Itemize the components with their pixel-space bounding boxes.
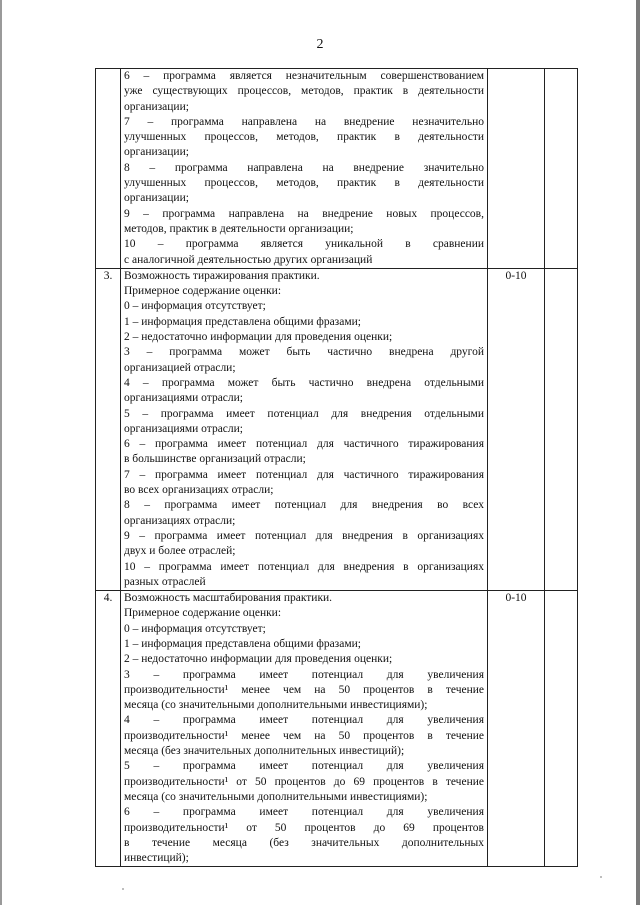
criterion-line: 9 – программа имеет потенциал для внедрения в организациях <box>124 529 484 542</box>
table-row <box>96 591 578 867</box>
criterion-line: организации; <box>124 146 189 159</box>
criterion-line: производительности¹ менее чем на 50 процентов в течение <box>124 729 484 742</box>
score-range-cell <box>488 69 545 269</box>
criterion-text-cell <box>121 69 488 269</box>
criterion-line: 2 – недостаточно информации для проведения оценки; <box>124 331 393 344</box>
page-number: 2 <box>316 37 324 52</box>
criterion-line: инвестиций); <box>124 852 189 865</box>
row-number-cell <box>96 69 121 269</box>
criterion-line: 1 – информация представлена общими фразами; <box>124 637 361 650</box>
criterion-text-cell <box>121 591 488 867</box>
criterion-line: с аналогичной деятельностью других организаций <box>124 253 373 266</box>
blank-cell <box>545 268 578 590</box>
criterion-line: месяца (без значительных дополнительных инвестиций); <box>124 745 405 758</box>
row-number-cell: 4. <box>96 591 121 867</box>
criterion-line: Возможность тиражирования практики. <box>124 269 320 282</box>
criterion-line: 7 – программа имеет потенциал для частичного тиражирования <box>124 468 484 481</box>
criterion-line: 4 – программа может быть частично внедрена отдельными <box>124 376 484 389</box>
scan-speck <box>600 876 602 878</box>
criterion-line: 2 – недостаточно информации для проведения оценки; <box>124 653 393 666</box>
criterion-line: 10 – программа имеет потенциал для внедрения в организациях <box>124 560 484 573</box>
blank-cell <box>545 69 578 269</box>
criterion-line: производительности¹ от 50 процентов до 69 процентов <box>124 821 484 834</box>
criteria-table <box>95 68 578 867</box>
criterion-text-cell <box>121 268 488 590</box>
criterion-line: 0 – информация отсутствует; <box>124 300 266 313</box>
criterion-line: улучшенных процессов, методов, практик в деятельности <box>124 177 484 190</box>
criterion-line: организациями отрасли; <box>124 392 243 405</box>
criterion-line: разных отраслей <box>124 575 206 588</box>
criterion-line: 8 – программа имеет потенциал для внедрения во всех <box>124 499 484 512</box>
criterion-line: организации; <box>124 100 189 113</box>
criterion-line: уже существующих процессов, методов, практик в деятельности <box>124 85 484 98</box>
scan-speck <box>122 888 124 890</box>
criterion-line: организации; <box>124 192 189 205</box>
criteria-table-body <box>96 69 578 867</box>
criterion-line: 0 – информация отсутствует; <box>124 622 266 635</box>
criterion-line: производительности¹ от 50 процентов до 69 процентов в течение <box>124 775 484 788</box>
criterion-line: 9 – программа направлена на внедрение новых процессов, <box>124 207 484 220</box>
criterion-line: в большинстве организаций отрасли; <box>124 453 306 466</box>
score-range-cell: 0-10 <box>488 591 545 867</box>
criterion-line: Возможность масштабирования практики. <box>124 592 333 605</box>
criterion-line: 4 – программа имеет потенциал для увеличения <box>124 714 484 727</box>
scan-edge-right <box>636 0 640 905</box>
table-row <box>96 69 578 269</box>
criterion-line: 10 – программа является уникальной в сравнении <box>124 238 484 251</box>
criterion-line: месяца (со значительными дополнительными инвестициями); <box>124 699 428 712</box>
criterion-line: 6 – программа имеет потенциал для частичного тиражирования <box>124 438 484 451</box>
criterion-line: 1 – информация представлена общими фразами; <box>124 315 361 328</box>
criterion-line: Примерное содержание оценки: <box>124 607 282 620</box>
blank-cell <box>545 591 578 867</box>
criterion-line: в течение месяца (без значительных дополнительных <box>124 836 484 849</box>
criterion-line: 7 – программа направлена на внедрение незначительно <box>124 115 484 128</box>
criterion-line: двух и более отраслей; <box>124 545 236 558</box>
criterion-line: 5 – программа имеет потенциал для увеличения <box>124 760 484 773</box>
criterion-line: методов, практик в деятельности организации; <box>124 222 354 235</box>
criterion-line: организациями отрасли; <box>124 422 243 435</box>
criterion-line: улучшенных процессов, методов, практик в деятельности <box>124 131 484 144</box>
criterion-line: Примерное содержание оценки: <box>124 285 282 298</box>
criterion-line: 3 – программа имеет потенциал для увеличения <box>124 668 484 681</box>
criterion-line: производительности¹ менее чем на 50 процентов в течение <box>124 683 484 696</box>
table-row <box>96 268 578 590</box>
criterion-line: организацией отрасли; <box>124 361 236 374</box>
criterion-line: 6 – программа имеет потенциал для увеличения <box>124 806 484 819</box>
scan-edge-left <box>0 0 2 905</box>
criterion-line: 6 – программа является незначительным совершенствованием <box>124 70 484 82</box>
criterion-line: 8 – программа направлена на внедрение значительно <box>124 161 484 174</box>
score-range-cell: 0-10 <box>488 268 545 590</box>
criterion-line: во всех организациях отрасли; <box>124 484 274 497</box>
criterion-line: организациях отрасли; <box>124 514 236 527</box>
criterion-line: 3 – программа может быть частично внедрена другой <box>124 346 484 359</box>
row-number-cell: 3. <box>96 268 121 590</box>
criterion-line: месяца (со значительными дополнительными инвестициями); <box>124 790 428 803</box>
criterion-line: 5 – программа имеет потенциал для внедрения отдельными <box>124 407 484 420</box>
